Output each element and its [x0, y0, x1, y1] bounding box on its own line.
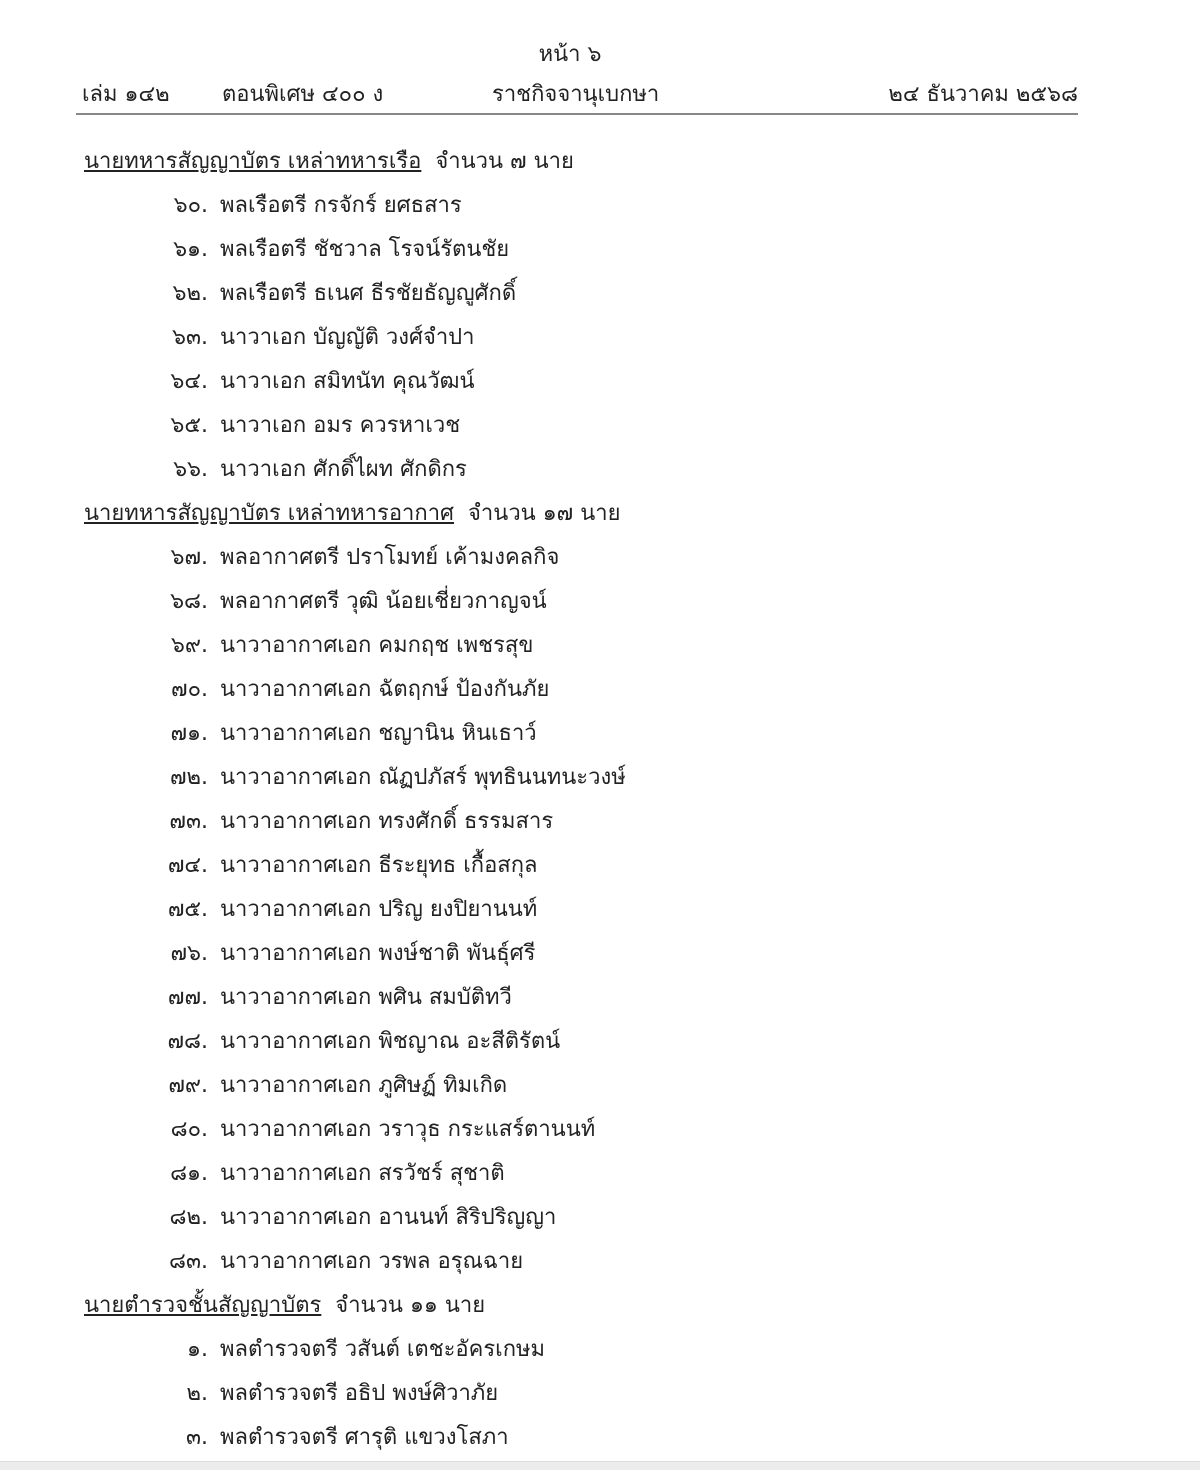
item-number: ๗๐.: [171, 677, 208, 702]
section-heading: [0, 492, 1200, 536]
item-name: นาวาเอก บัญญัติ วงศ์จำปา: [220, 325, 475, 350]
item-name: นาวาอากาศเอก วราวุธ กระแสร์ตานนท์: [220, 1117, 596, 1142]
item-number: ๘๐.: [170, 1117, 208, 1142]
item-name: พลอากาศตรี วุฒิ น้อยเชี่ยวกาญจน์: [220, 589, 547, 614]
item-number: ๑.: [187, 1337, 208, 1362]
section-title: นายตำรวจชั้นสัญญาบัตร: [84, 1293, 322, 1318]
item-name: นาวาอากาศเอก ปริญ ยงปิยานนท์: [220, 897, 538, 922]
list-item: [0, 932, 1200, 976]
section-title: นายทหารสัญญาบัตร เหล่าทหารอากาศ: [84, 501, 455, 526]
item-number: ๘๓.: [168, 1249, 208, 1274]
item-name: นาวาเอก สมิทนัท คุณวัฒน์: [220, 369, 475, 394]
section-count: จำนวน ๑๑ นาย: [335, 1293, 486, 1318]
item-number: ๖๔.: [170, 369, 208, 394]
list-item: [0, 1240, 1200, 1284]
item-name: นาวาอากาศเอก ภูศิษฏ์ ทิมเกิด: [220, 1073, 508, 1098]
page-number: หน้า ๖: [538, 42, 602, 67]
item-number: ๗๑.: [170, 721, 208, 746]
item-name: นาวาอากาศเอก ชญานิน หินเธาว์: [220, 721, 537, 746]
item-number: ๗๔.: [167, 853, 208, 878]
list-item: [0, 1416, 1200, 1460]
item-name: นาวาเอก อมร ควรหาเวช: [220, 413, 461, 438]
list-item: [0, 1152, 1200, 1196]
list-item: [0, 580, 1200, 624]
list-item: [0, 1064, 1200, 1108]
item-number: ๗๖.: [170, 941, 208, 966]
list-item: [0, 1020, 1200, 1064]
item-name: นาวาอากาศเอก วรพล อรุณฉาย: [220, 1249, 524, 1274]
volume: เล่ม ๑๔๒: [82, 82, 170, 107]
section-heading: [0, 140, 1200, 184]
item-number: ๖๖.: [173, 457, 208, 482]
section-title: นายทหารสัญญาบัตร เหล่าทหารเรือ: [84, 149, 422, 174]
item-number: ๖๒.: [172, 281, 208, 306]
gazette-header: [82, 76, 1078, 110]
list-item: [0, 360, 1200, 404]
item-number: ๗๕.: [167, 897, 208, 922]
item-name: นาวาอากาศเอก พิชญาณ อะสีติรัตน์: [220, 1029, 561, 1054]
issue: ตอนพิเศษ ๔๐๐ ง: [222, 82, 384, 107]
item-number: ๖๗.: [170, 545, 208, 570]
item-number: ๖๓.: [172, 325, 208, 350]
item-number: ๖๑.: [173, 237, 208, 262]
bottom-edge: [0, 1461, 1200, 1470]
item-name: นาวาอากาศเอก ณัฏปภัสร์ พุทธินนทนะวงษ์: [220, 765, 626, 790]
list-item: [0, 536, 1200, 580]
list-item: [0, 272, 1200, 316]
list-item: [0, 976, 1200, 1020]
item-name: นาวาอากาศเอก ธีระยุทธ เกื้อสกุล: [220, 853, 538, 878]
list-item: [0, 1196, 1200, 1240]
list-item: [0, 1108, 1200, 1152]
section-count: จำนวน ๑๗ นาย: [468, 501, 621, 526]
list-item: [0, 448, 1200, 492]
item-name: นาวาอากาศเอก พศิน สมบัติทวี: [220, 985, 512, 1010]
item-number: ๒.: [186, 1381, 208, 1406]
list-item: [0, 184, 1200, 228]
item-name: พลตำรวจตรี ศารุติ แขวงโสภา: [220, 1425, 509, 1450]
item-name: พลตำรวจตรี วสันต์ เตชะอัครเกษม: [220, 1337, 546, 1362]
publication-name: ราชกิจจานุเบกษา: [492, 82, 660, 107]
item-number: ๓.: [185, 1425, 208, 1450]
list-item: [0, 1372, 1200, 1416]
item-number: ๗๙.: [168, 1073, 208, 1098]
item-name: พลเรือตรี ชัชวาล โรจน์รัตนชัย: [220, 237, 510, 262]
item-number: ๖๐.: [173, 193, 208, 218]
item-number: ๗๗.: [167, 985, 208, 1010]
item-name: พลอากาศตรี ปราโมทย์ เค้ามงคลกิจ: [220, 545, 560, 570]
list-item: [0, 624, 1200, 668]
item-number: ๖๙.: [170, 633, 208, 658]
list-item: [0, 316, 1200, 360]
list-item: [0, 844, 1200, 888]
item-number: ๗๒.: [169, 765, 208, 790]
item-number: ๘๑.: [170, 1161, 208, 1186]
item-name: นาวาเอก ศักดิ์ไผท ศักดิกร: [220, 457, 467, 482]
header-rule: [76, 113, 1078, 115]
list-item: [0, 1328, 1200, 1372]
item-name: พลตำรวจตรี อธิป พงษ์ศิวาภัย: [220, 1381, 499, 1406]
list-item: [0, 800, 1200, 844]
item-name: นาวาอากาศเอก คมกฤช เพชรสุข: [220, 633, 534, 658]
list-item: [0, 228, 1200, 272]
item-name: พลเรือตรี กรจักร์ ยศธสาร: [220, 193, 462, 218]
item-name: นาวาอากาศเอก สรวัชร์ สุชาติ: [220, 1161, 505, 1186]
section-heading: [0, 1284, 1200, 1328]
section-count: จำนวน ๗ นาย: [435, 149, 574, 174]
list-item: [0, 404, 1200, 448]
item-number: ๗๘.: [167, 1029, 208, 1054]
list-item: [0, 668, 1200, 712]
item-number: ๖๘.: [170, 589, 208, 614]
item-name: นาวาอากาศเอก อานนท์ สิริปริญญา: [220, 1205, 557, 1230]
item-number: ๘๒.: [169, 1205, 208, 1230]
item-number: ๗๓.: [169, 809, 208, 834]
list-item: [0, 712, 1200, 756]
item-name: นาวาอากาศเอก พงษ์ชาติ พันธุ์ศรี: [220, 941, 536, 966]
list-item: [0, 888, 1200, 932]
item-name: นาวาอากาศเอก ฉัตฤกษ์ ป้องกันภัย: [220, 677, 550, 702]
item-name: พลเรือตรี ธเนศ ธีรชัยธัญญูศักดิ์: [220, 281, 517, 306]
publication-date: ๒๔ ธันวาคม ๒๕๖๘: [888, 82, 1078, 107]
item-number: ๖๕.: [170, 413, 208, 438]
item-name: นาวาอากาศเอก ทรงศักดิ์ ธรรมสาร: [220, 809, 554, 834]
list-item: [0, 756, 1200, 800]
document-body: [0, 140, 1200, 1460]
